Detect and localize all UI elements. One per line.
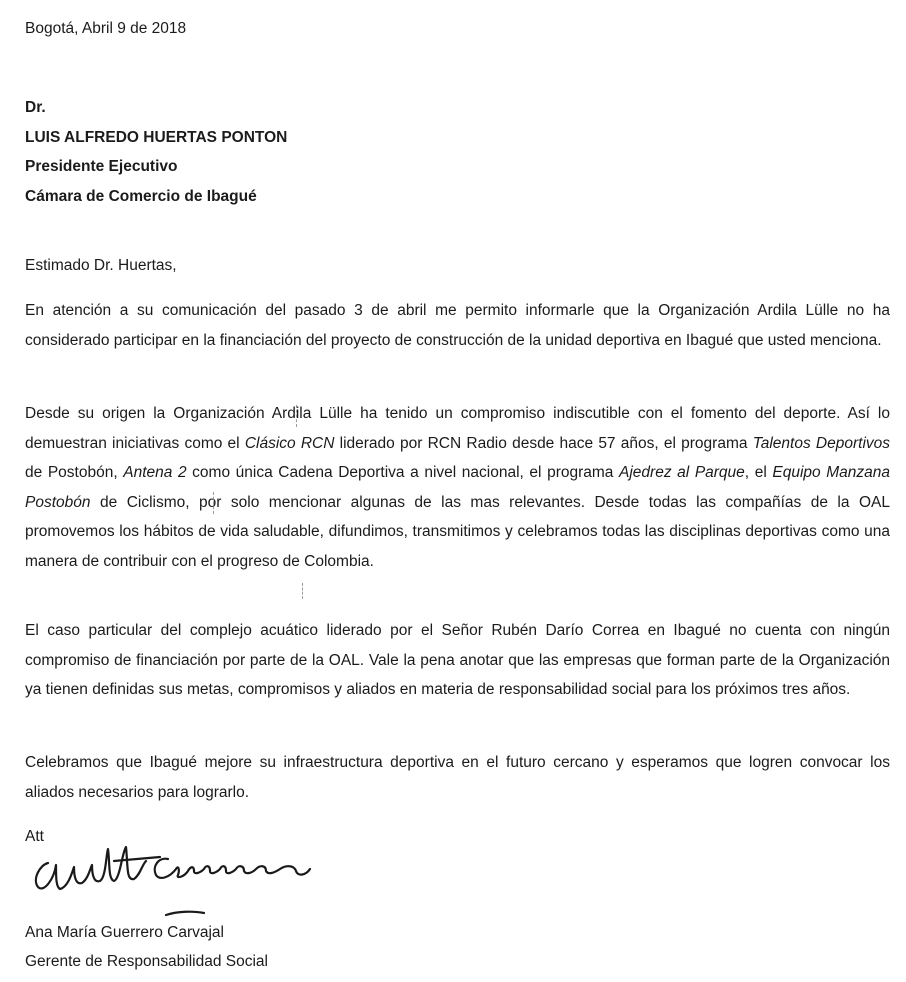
- p2-text-3: de Postobón,: [25, 464, 124, 481]
- p2-text-5: , el: [744, 464, 773, 481]
- signer-position: Gerente de Responsabilidad Social: [25, 953, 268, 970]
- salutation: Estimado Dr. Huertas,: [25, 257, 177, 274]
- paragraph-closing-wish: Celebramos que Ibagué mejore su infraestructura deportiva en el futuro cercano y esperamos que logren convocar los aliados necesarios para lograrlo.: [25, 754, 890, 801]
- p2-text-4: como única Cadena Deportiva a nivel nacional, el programa: [186, 464, 620, 481]
- signer-block: [25, 918, 268, 976]
- p2-text-1: Desde su origen la Organización Ardila Lülle ha tenido un compromiso indiscutible con el fomento del deporte. Así lo demuestran iniciativas como el: [25, 405, 890, 452]
- scan-artifact-line: [302, 583, 304, 599]
- scan-artifact-line: [296, 405, 298, 427]
- talentos-deportivos-emphasis: Talentos Deportivos: [752, 434, 891, 452]
- p2-text-6: de Ciclismo, por solo mencionar algunas de las mas relevantes. Desde todas las compañías de la OAL promovemos los hábitos de vida saludable, difundimos, transmitimos y celebramos todas las disciplinas deportivas como una manera de contribuir con el progreso de Colombia.: [25, 493, 890, 570]
- addressee-name: LUIS ALFREDO HUERTAS PONTON: [25, 128, 288, 146]
- paragraph-complex: El caso particular del complejo acuático liderado por el Señor Rubén Darío Correa en Ibagué no cuenta con ningún compromiso de financiación por parte de la OAL. Vale la pena anotar que las empresas que forman parte de la Organización ya tienen definidas sus metas, compromisos y aliados en materia de responsabilidad social para los próximos tres años.: [25, 622, 890, 698]
- signer-name: Ana María Guerrero Carvajal: [25, 924, 224, 941]
- paragraph-commitment: [25, 399, 890, 576]
- addressee-block: [25, 93, 287, 211]
- letter-date: Bogotá, Abril 9 de 2018: [25, 20, 187, 37]
- closing-att: Att: [25, 828, 44, 845]
- addressee-title: Dr.: [25, 99, 46, 116]
- antena-2-emphasis: Antena 2: [123, 464, 187, 481]
- addressee-organization: Cámara de Comercio de Ibagué: [25, 187, 257, 205]
- scan-artifact-line: [213, 492, 215, 514]
- p2-text-2: liderado por RCN Radio desde hace 57 años, el programa: [334, 434, 753, 452]
- clasico-rcn-emphasis: Clásico RCN: [244, 434, 335, 452]
- ajedrez-emphasis: Ajedrez al Parque: [619, 464, 745, 481]
- equipo-manzana-emphasis: Equipo Manzana Postobón: [25, 464, 890, 511]
- addressee-position: Presidente Ejecutivo: [25, 158, 178, 175]
- paragraph-response: En atención a su comunicación del pasado 3 de abril me permito informarle que la Organización Ardila Lülle no ha considerado participar en la financiación del proyecto de construcción de la unidad deportiva en Ibagué que usted menciona.: [25, 302, 890, 349]
